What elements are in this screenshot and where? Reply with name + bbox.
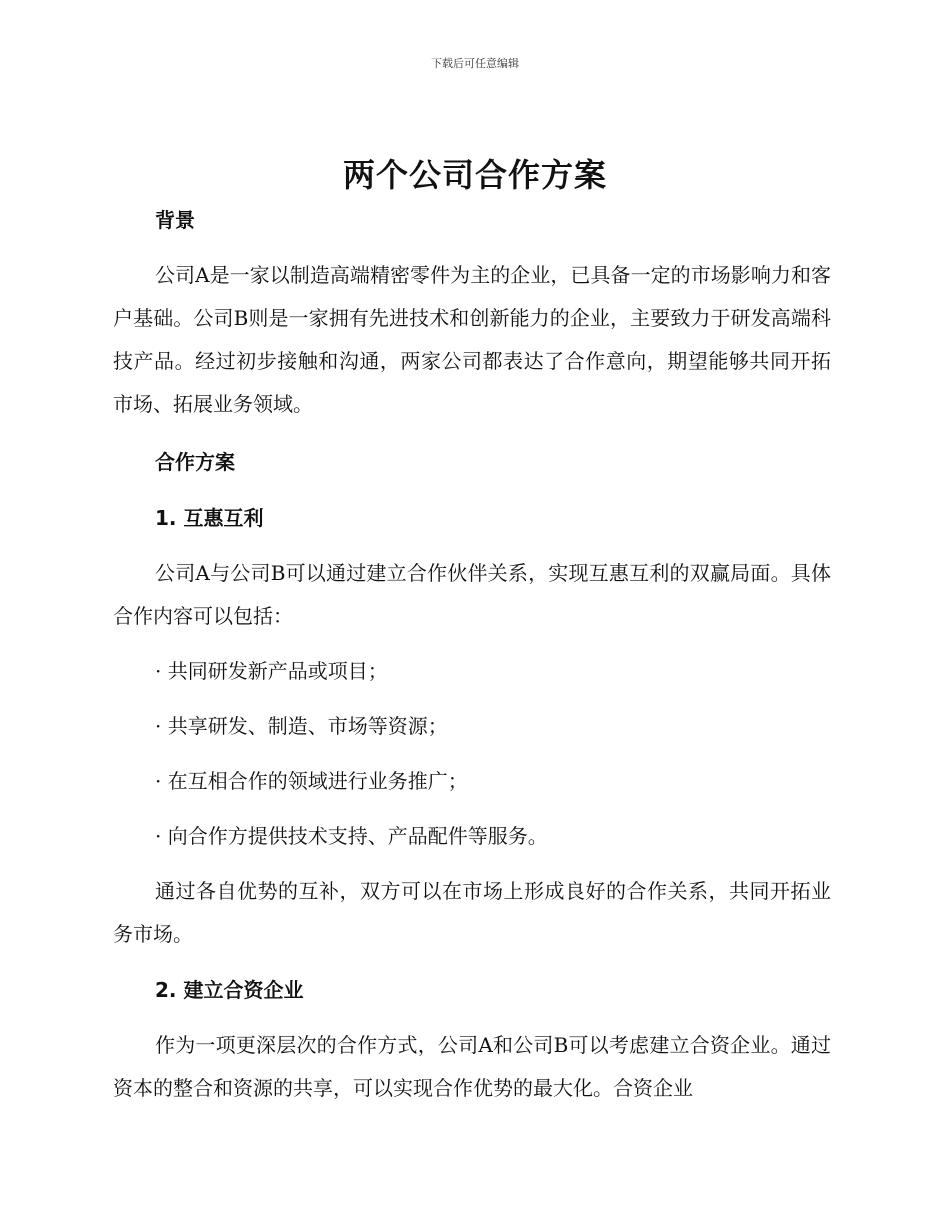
background-heading: 背景 xyxy=(155,208,195,232)
item2-paragraph: 作为一项更深层次的合作方式，公司A和公司B可以考虑建立合资企业。通过资本的整合和资源的共享，可以实现合作优势的最大化。合资企业 xyxy=(113,1033,831,1100)
bullet-item: · 共同研发新产品或项目； xyxy=(155,659,388,683)
bullet-item: · 向合作方提供技术支持、产品配件等服务。 xyxy=(155,824,548,848)
bullet-item: · 共享研发、制造、市场等资源； xyxy=(155,714,448,738)
plan-heading: 合作方案 xyxy=(155,450,235,474)
item1-summary: 通过各自优势的互补，双方可以在市场上形成良好的合作关系，共同开拓业务市场。 xyxy=(113,879,831,946)
bullet-item: · 在互相合作的领域进行业务推广； xyxy=(155,769,468,793)
document-body xyxy=(113,198,831,1110)
item1-paragraph: 公司A与公司B可以通过建立合作伙伴关系，实现互惠互利的双赢局面。具体合作内容可以包括： xyxy=(113,561,831,628)
header-note: 下载后可任意编辑 xyxy=(431,57,519,70)
document-title: 两个公司合作方案 xyxy=(342,156,607,194)
background-paragraph: 公司A是一家以制造高端精密零件为主的企业，已具备一定的市场影响力和客户基础。公司B则是一家拥有先进技术和创新能力的企业，主要致力于研发高端科技产品。经过初步接触和沟通，两家公司都表达了合作意向，期望能够共同开拓市场、拓展业务领域。 xyxy=(113,263,831,416)
item2-heading: 2. 建立合资企业 xyxy=(155,978,304,1002)
item1-heading: 1. 互惠互利 xyxy=(155,506,264,530)
